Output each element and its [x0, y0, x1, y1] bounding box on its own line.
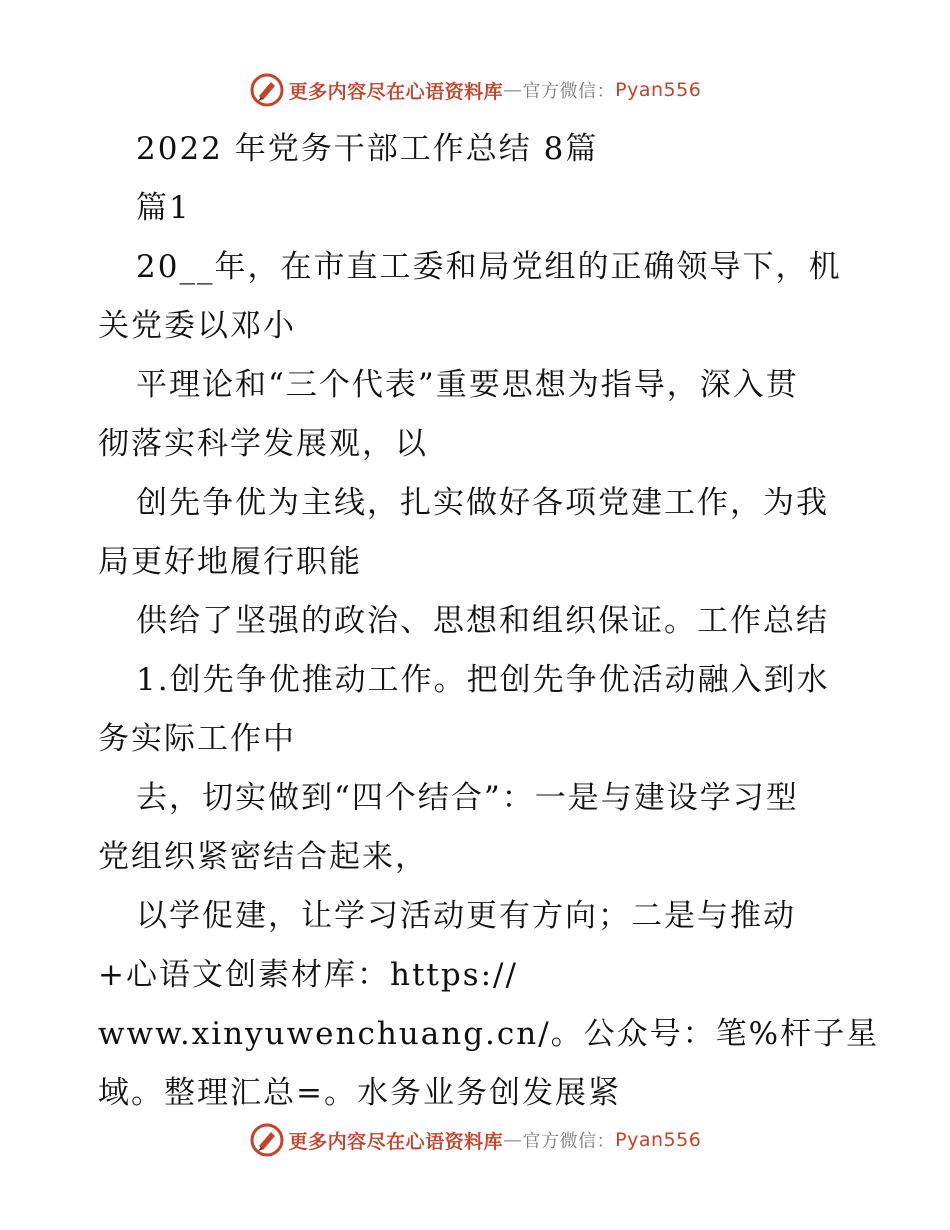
brand-logo-icon [249, 1122, 285, 1158]
body-line: 务实际工作中 [98, 721, 296, 757]
header-banner [0, 70, 950, 110]
body-line: 1.创先争优推动工作。把创先争优活动融入到水 [136, 662, 830, 698]
body-line: 创先争优为主线，扎实做好各项党建工作，为我 [136, 485, 829, 521]
body-line: 彻落实科学发展观，以 [98, 426, 428, 462]
body-line: 关党委以邓小 [98, 308, 296, 344]
banner-contact-label: 官方微信： [522, 81, 616, 102]
banner-slogan: 更多内容尽在心语资料库 [288, 80, 504, 103]
source-url-line: www.xinyuwenchuang.cn/。公众号：笔%杆子星 [98, 1016, 880, 1052]
body-line: 去，切实做到“四个结合”：一是与建设学习型 [136, 780, 799, 816]
body-line: 以学促建，让学习活动更有方向；二是与推动 [136, 898, 796, 934]
body-line: 20__年，在市直工委和局党组的正确领导下，机 [136, 249, 842, 285]
banner-contact-id: Pyan556 [615, 79, 702, 101]
section-heading: 篇1 [136, 190, 191, 226]
banner-slogan: 更多内容尽在心语资料库 [288, 1130, 504, 1153]
source-line: +心语文创素材库：https:// [98, 957, 518, 993]
body-line: 局更好地履行职能 [98, 544, 362, 580]
banner-contact-label: 官方微信： [522, 1131, 616, 1152]
document-title: 2022 年党务干部工作总结 8篇 [136, 131, 599, 167]
body-line: 供给了坚强的政治、思想和组织保证。工作总结 [136, 603, 829, 639]
banner-dash: — [503, 79, 523, 101]
body-line: 域。整理汇总=。水务业务创发展紧 [98, 1075, 621, 1111]
footer-banner [0, 1120, 950, 1160]
document-body [98, 120, 878, 1123]
brand-logo-icon [249, 72, 285, 108]
banner-dash: — [503, 1129, 523, 1151]
banner-contact-id: Pyan556 [615, 1129, 702, 1151]
body-line: 党组织紧密结合起来， [98, 839, 428, 875]
body-line: 平理论和“三个代表”重要思想为指导，深入贯 [136, 367, 799, 403]
